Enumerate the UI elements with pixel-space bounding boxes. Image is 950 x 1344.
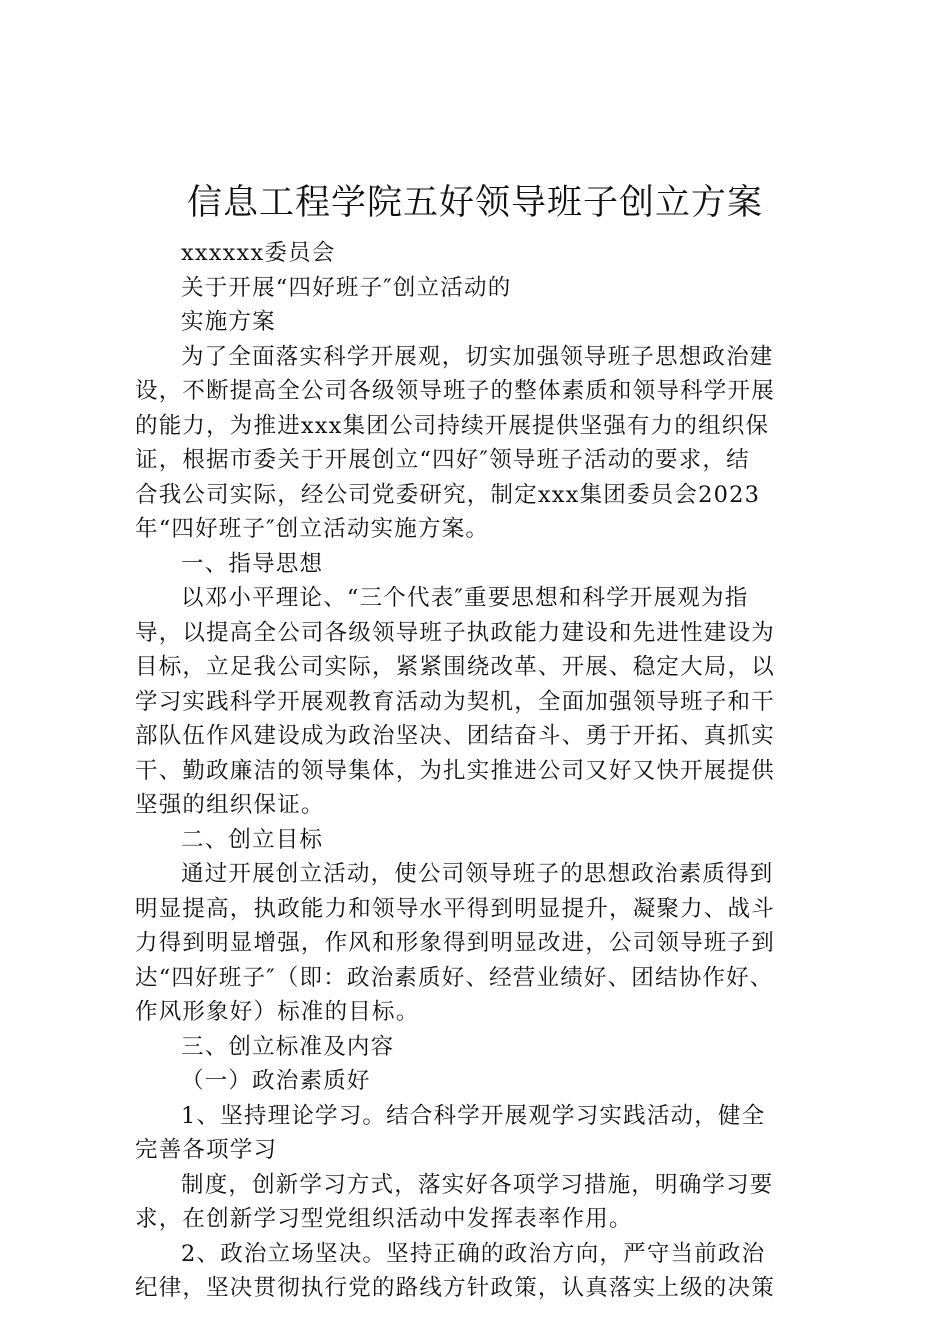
- paragraph-line: 通过开展创立活动，使公司领导班子的思想政治素质得到: [181, 861, 774, 887]
- paragraph-line: 合我公司实际，经公司党委研究，制定xxx集团委员会2023: [135, 481, 761, 508]
- paragraph-line: 1、坚持理论学习。结合科学开展观学习实践活动，健全: [181, 1102, 766, 1129]
- document-title: 信息工程学院五好领导班子创立方案: [186, 183, 763, 223]
- paragraph-line: 坚强的组织保证。: [135, 792, 325, 818]
- paragraph-line: 求，在创新学习型党组织活动中发挥表率作用。: [135, 1206, 633, 1232]
- paragraph-line: 完善各项学习: [135, 1137, 278, 1163]
- paragraph-line: 作风形象好）标准的目标。: [135, 999, 420, 1025]
- document-body: [135, 236, 825, 1306]
- paragraph-line: 部队伍作风建设成为政治坚决、团结奋斗、勇于开拓、真抓实: [135, 723, 775, 749]
- paragraph-line: 明显提高，执政能力和领导水平得到明显提升，凝聚力、战斗: [135, 895, 775, 922]
- paragraph-line: 纪律，坚决贯彻执行党的路线方针政策，认真落实上级的决策: [135, 1275, 775, 1301]
- paragraph-line: 达“四好班子″（即：政治素质好、经营业绩好、团结协作好、: [135, 964, 774, 991]
- paragraph-line: 年“四好班子″创立活动实施方案。: [135, 516, 490, 542]
- paragraph-line: xxxxxx委员会: [181, 240, 336, 266]
- paragraph-line: 二、创立目标: [181, 826, 324, 853]
- paragraph-line: 力得到明显增强，作风和形象得到明显改进，公司领导班子到: [135, 930, 775, 956]
- paragraph-line: 学习实践科学开展观教育活动为契机，全面加强领导班子和干: [135, 688, 775, 715]
- paragraph-line: 2、政治立场坚决。坚持正确的政治方向，严守当前政治: [181, 1240, 766, 1267]
- paragraph-line: 三、创立标准及内容: [181, 1033, 395, 1060]
- paragraph-line: 制度，创新学习方式，落实好各项学习措施，明确学习要: [181, 1171, 774, 1198]
- paragraph-line: 干、勤政廉洁的领导集体，为扎实推进公司又好又快开展提供: [135, 757, 775, 784]
- paragraph-line: 以邓小平理论、“三个代表″重要思想和科学开展观为指: [181, 585, 749, 611]
- paragraph-line: 目标，立足我公司实际，紧紧围绕改革、开展、稳定大局，以: [135, 654, 775, 680]
- paragraph-line: 的能力，为推进xxx集团公司持续开展提供坚强有力的组织保: [135, 412, 770, 439]
- paragraph-line: 实施方案: [181, 309, 276, 335]
- paragraph-line: 为了全面落实科学开展观，切实加强领导班子思想政治建: [181, 343, 774, 370]
- paragraph-line: 关于开展“四好班子″创立活动的: [181, 274, 512, 301]
- paragraph-line: 导，以提高全公司各级领导班子执政能力建设和先进性建设为: [135, 619, 775, 646]
- paragraph-line: （一）政治素质好: [181, 1068, 371, 1094]
- paragraph-line: 一、指导思想: [181, 550, 324, 577]
- paragraph-line: 证，根据市委关于开展创立“四好″领导班子活动的要求，结: [135, 447, 750, 473]
- paragraph-line: 设，不断提高全公司各级领导班子的整体素质和领导科学开展: [135, 378, 775, 404]
